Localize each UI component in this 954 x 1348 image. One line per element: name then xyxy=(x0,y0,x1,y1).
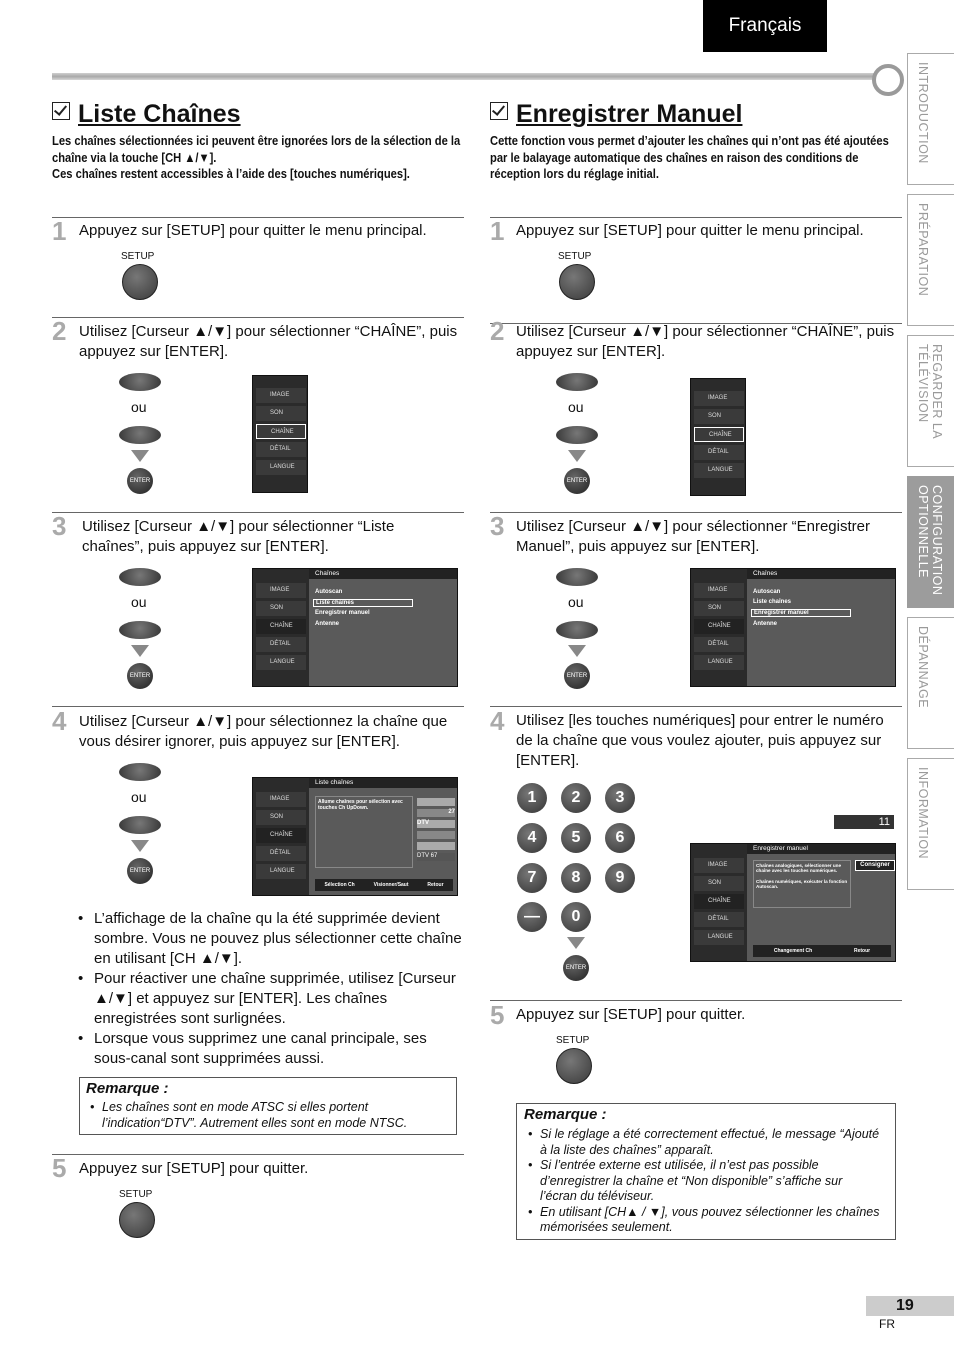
cursor-down-button[interactable] xyxy=(119,426,161,444)
menu-item-detail: DÉTAIL xyxy=(256,846,306,861)
divider xyxy=(52,317,464,318)
panel-title: Chaînes xyxy=(747,569,895,579)
divider xyxy=(490,706,902,707)
divider xyxy=(52,217,464,218)
menu-item-son: SON xyxy=(256,810,306,825)
menu-item-chaine: CHAÎNE xyxy=(694,894,744,909)
cursor-up-button[interactable] xyxy=(119,763,161,781)
or-label: ou xyxy=(131,594,147,610)
channel-number-display: 11 xyxy=(834,815,894,829)
note-item: • En utilisant [CH▲ / ▼], vous pouvez sélectionner les chaînes mémorisées seulement. xyxy=(528,1204,880,1234)
channel-slot xyxy=(417,842,455,850)
menu-item-langue: LANGUE xyxy=(256,655,306,670)
header-circle xyxy=(872,64,904,96)
liste-footer: Sélection Ch Visionner/Saut Retour xyxy=(315,879,453,891)
note-text: • Les chaînes sont en mode ATSC si elles portent l’indication“DTV”. Autrement elles sont en mode NTSC. xyxy=(90,1100,408,1130)
arrow-down-icon xyxy=(568,450,586,462)
divider xyxy=(490,217,902,218)
left-intro: Les chaînes sélectionnées ici peuvent être ignorées lors de la sélection de la chaîne via la touche [CH ▲/▼]. Ces chaînes restent accessibles à l’aide des [touches numériques]. xyxy=(52,133,461,181)
step-number: 4 xyxy=(52,706,67,736)
option-liste-chaines: Liste chaînes xyxy=(753,599,792,605)
left-step2-text: Utilisez [Curseur ▲/▼] pour sélectionner “CHAÎNE”, puis appuyez sur [ENTER]. xyxy=(79,323,458,360)
side-tab-preparation[interactable]: PRÉPARATION xyxy=(907,194,954,326)
note-title: Remarque : xyxy=(524,1106,607,1123)
option-enregistrer-manuel: Enregistrer manuel xyxy=(751,609,851,617)
step-number: 5 xyxy=(490,1000,505,1030)
right-title: Enregistrer Manuel xyxy=(490,100,742,129)
arrow-down-icon xyxy=(567,937,585,949)
number-key-6[interactable]: 6 xyxy=(605,823,635,853)
enter-button[interactable]: ENTER xyxy=(564,663,590,689)
panel-title: Liste chaînes xyxy=(309,778,457,788)
left-step4-text: Utilisez [Curseur ▲/▼] pour sélectionnez la chaîne que vous désirer ignorer, puis appuyez sur [ENTER]. xyxy=(79,713,448,750)
number-key-3[interactable]: 3 xyxy=(605,783,635,813)
cursor-down-button[interactable] xyxy=(556,426,598,444)
channel-slot: DTV xyxy=(417,820,455,828)
consigner-button: Consigner xyxy=(855,860,895,871)
menu-item-detail: DÉTAIL xyxy=(256,637,306,652)
menu-item-son: SON xyxy=(694,409,744,424)
menu-item-langue: LANGUE xyxy=(256,460,306,475)
right-step2-text: Utilisez [Curseur ▲/▼] pour sélectionner “CHAÎNE”, puis appuyez sur [ENTER]. xyxy=(516,323,895,360)
side-tab-information[interactable]: INFORMATION xyxy=(907,758,954,890)
right-step3-text: Utilisez [Curseur ▲/▼] pour sélectionner “Enregistrer Manuel”, puis appuyez sur [ENTER]. xyxy=(516,518,870,555)
divider xyxy=(490,512,902,513)
or-label: ou xyxy=(568,399,584,415)
left-step5-text: Appuyez sur [SETUP] pour quitter. xyxy=(79,1160,309,1177)
step-number: 1 xyxy=(490,216,505,246)
left-bullets xyxy=(78,909,463,1069)
enter-button[interactable]: ENTER xyxy=(127,468,153,494)
cursor-up-button[interactable] xyxy=(556,568,598,586)
menu-item-image: IMAGE xyxy=(256,583,306,598)
page-language-code: FR xyxy=(879,1317,895,1331)
channel-slot: DTV 67 xyxy=(417,853,455,861)
bullet-item: • Pour réactiver une chaîne supprimée, utilisez [Curseur ▲/▼] et appuyez sur [ENTER]. Les chaînes enregistrées sont surlignées. xyxy=(78,970,456,1027)
menu-item-image: IMAGE xyxy=(256,792,306,807)
number-key-9[interactable]: 9 xyxy=(605,863,635,893)
menu-item-chaine: CHAÎNE xyxy=(256,828,306,843)
checkbox-icon xyxy=(52,102,70,120)
menu-item-son: SON xyxy=(256,406,306,421)
setup-label: SETUP xyxy=(121,251,155,262)
checkbox-icon xyxy=(490,102,508,120)
panel-title: Enregistrer manuel xyxy=(747,844,895,854)
step-number: 3 xyxy=(52,511,67,541)
dash-key[interactable]: — xyxy=(517,902,547,932)
enregistrer-message: Chaînes analogiques, sélectionner une chaîne avec les touches numériques. Chaînes numériques, exécuter la fonction Autoscan. xyxy=(753,860,851,908)
menu-item-detail: DÉTAIL xyxy=(256,442,306,457)
tv-menu-screen xyxy=(252,375,308,493)
liste-message: Allume chaînes pour sélection avec touches Ch UpDown. xyxy=(315,796,413,868)
tv-chaines-screen xyxy=(690,568,896,687)
divider xyxy=(490,1000,902,1001)
channel-slot xyxy=(417,831,455,839)
option-antenne: Antenne xyxy=(315,621,339,627)
note-list xyxy=(528,1127,880,1236)
menu-item-langue: LANGUE xyxy=(256,864,306,879)
panel-title: Chaînes xyxy=(309,569,457,579)
menu-item-langue: LANGUE xyxy=(694,463,744,478)
note-title: Remarque : xyxy=(86,1080,169,1097)
number-key-7[interactable]: 7 xyxy=(517,863,547,893)
number-key-5[interactable]: 5 xyxy=(561,823,591,853)
arrow-down-icon xyxy=(568,645,586,657)
right-step1-text: Appuyez sur [SETUP] pour quitter le menu principal. xyxy=(516,222,864,239)
header-rule xyxy=(52,73,882,80)
enter-button[interactable]: ENTER xyxy=(564,468,590,494)
chaines-panel xyxy=(309,569,457,686)
setup-button[interactable] xyxy=(556,1048,592,1084)
right-step4-text: Utilisez [les touches numériques] pour entrer le numéro de la chaîne que vous voulez ajouter, puis appuyez sur [ENTER]. xyxy=(516,712,884,769)
option-enregistrer-manuel: Enregistrer manuel xyxy=(315,610,370,616)
enter-button[interactable]: ENTER xyxy=(127,858,153,884)
setup-button[interactable] xyxy=(119,1202,155,1238)
option-liste-chaines: Liste chaînes xyxy=(313,599,413,607)
cursor-up-button[interactable] xyxy=(119,373,161,391)
cursor-down-button[interactable] xyxy=(556,621,598,639)
menu-item-chaine: CHAÎNE xyxy=(694,427,744,442)
step-number: 2 xyxy=(52,316,67,346)
setup-label: SETUP xyxy=(558,251,592,262)
enter-button[interactable]: ENTER xyxy=(563,955,589,981)
or-label: ou xyxy=(131,789,147,805)
channel-slot xyxy=(417,798,455,806)
bullet-item: • L’affichage de la chaîne qu la été supprimée devient sombre. Vous ne pouvez plus sélectionner cette chaîne en utilisant [CH ▲/▼]. xyxy=(78,910,462,967)
step-number: 1 xyxy=(52,216,67,246)
step-number: 5 xyxy=(52,1153,67,1183)
menu-item-langue: LANGUE xyxy=(694,655,744,670)
setup-label: SETUP xyxy=(556,1035,590,1046)
setup-label: SETUP xyxy=(119,1189,153,1200)
tv-chaines-screen xyxy=(252,568,458,687)
option-antenne: Antenne xyxy=(753,621,777,627)
number-key-0[interactable]: 0 xyxy=(561,902,591,932)
option-autoscan: Autoscan xyxy=(315,589,343,595)
menu-item-chaine: CHAÎNE xyxy=(256,619,306,634)
menu-item-langue: LANGUE xyxy=(694,930,744,945)
tv-enregistrer-screen xyxy=(690,843,896,962)
arrow-down-icon xyxy=(131,450,149,462)
menu-item-son: SON xyxy=(694,876,744,891)
right-step5-text: Appuyez sur [SETUP] pour quitter. xyxy=(516,1006,746,1023)
or-label: ou xyxy=(131,399,147,415)
menu-item-chaine: CHAÎNE xyxy=(256,424,306,439)
menu-item-detail: DÉTAIL xyxy=(694,912,744,927)
right-note-box xyxy=(516,1103,896,1240)
left-step1-text: Appuyez sur [SETUP] pour quitter le menu principal. xyxy=(79,222,427,239)
side-tab-introduction[interactable]: INTRODUCTION xyxy=(907,53,954,185)
menu-item-detail: DÉTAIL xyxy=(694,445,744,460)
menu-item-image: IMAGE xyxy=(694,583,744,598)
left-step3-text: Utilisez [Curseur ▲/▼] pour sélectionner “Liste chaînes”, puis appuyez sur [ENTER]. xyxy=(82,518,395,555)
step-number: 3 xyxy=(490,511,505,541)
enregistrer-footer: Changement Ch Retour xyxy=(753,945,891,957)
liste-panel xyxy=(309,778,457,895)
enter-button[interactable]: ENTER xyxy=(127,663,153,689)
step-number: 4 xyxy=(490,706,505,736)
left-note-box xyxy=(79,1077,457,1135)
arrow-down-icon xyxy=(131,645,149,657)
number-key-8[interactable]: 8 xyxy=(561,863,591,893)
enregistrer-panel xyxy=(747,844,895,961)
side-tab-optional-setup[interactable]: CONFIGURATION OPTIONNELLE xyxy=(907,476,954,608)
divider xyxy=(52,706,464,707)
page-number: 19 xyxy=(866,1296,954,1316)
note-item: • Si le réglage a été correctement effectué, le message “Ajouté à la liste des chaînes” apparaît. xyxy=(528,1127,880,1157)
menu-item-detail: DÉTAIL xyxy=(694,637,744,652)
cursor-up-button[interactable] xyxy=(119,568,161,586)
menu-item-chaine: CHAÎNE xyxy=(694,619,744,634)
note-item: • Si l’entrée externe est utilisée, il n’est pas possible d’enregistrer la chaîne et “Non disponible” s’affiche sur l’écran du téléviseur. xyxy=(528,1158,843,1203)
number-key-4[interactable]: 4 xyxy=(517,823,547,853)
or-label: ou xyxy=(568,594,584,610)
option-autoscan: Autoscan xyxy=(753,589,781,595)
left-title: Liste Chaînes xyxy=(52,100,241,129)
number-key-1[interactable]: 1 xyxy=(517,783,547,813)
tv-menu-screen xyxy=(690,378,746,496)
bullet-item: • Lorsque vous supprimez une canal principale, ses sous-canal sont supprimées aussi. xyxy=(78,1030,427,1067)
setup-button[interactable] xyxy=(122,264,158,300)
setup-button[interactable] xyxy=(559,264,595,300)
arrow-down-icon xyxy=(131,840,149,852)
right-intro: Cette fonction vous permet d’ajouter les chaînes qui n’ont pas été ajoutées par le balayage automatique des chaînes en raison des conditions de réception lors du réglage initial. xyxy=(490,133,889,181)
side-tab-troubleshooting[interactable]: DÉPANNAGE xyxy=(907,617,954,749)
chaines-panel xyxy=(747,569,895,686)
language-tab: Français xyxy=(703,0,827,52)
tv-liste-screen xyxy=(252,777,458,896)
menu-item-image: IMAGE xyxy=(694,858,744,873)
divider xyxy=(52,512,464,513)
menu-item-image: IMAGE xyxy=(694,391,744,406)
menu-item-son: SON xyxy=(256,601,306,616)
cursor-down-button[interactable] xyxy=(119,621,161,639)
divider xyxy=(52,1154,464,1155)
number-key-2[interactable]: 2 xyxy=(561,783,591,813)
menu-item-son: SON xyxy=(694,601,744,616)
side-tab-watch-tv[interactable]: REGARDER LA TÉLÉVISION xyxy=(907,335,954,467)
cursor-up-button[interactable] xyxy=(556,373,598,391)
channel-slot: 27 xyxy=(417,809,455,817)
menu-item-image: IMAGE xyxy=(256,388,306,403)
cursor-down-button[interactable] xyxy=(119,816,161,834)
step-number: 2 xyxy=(490,316,505,346)
